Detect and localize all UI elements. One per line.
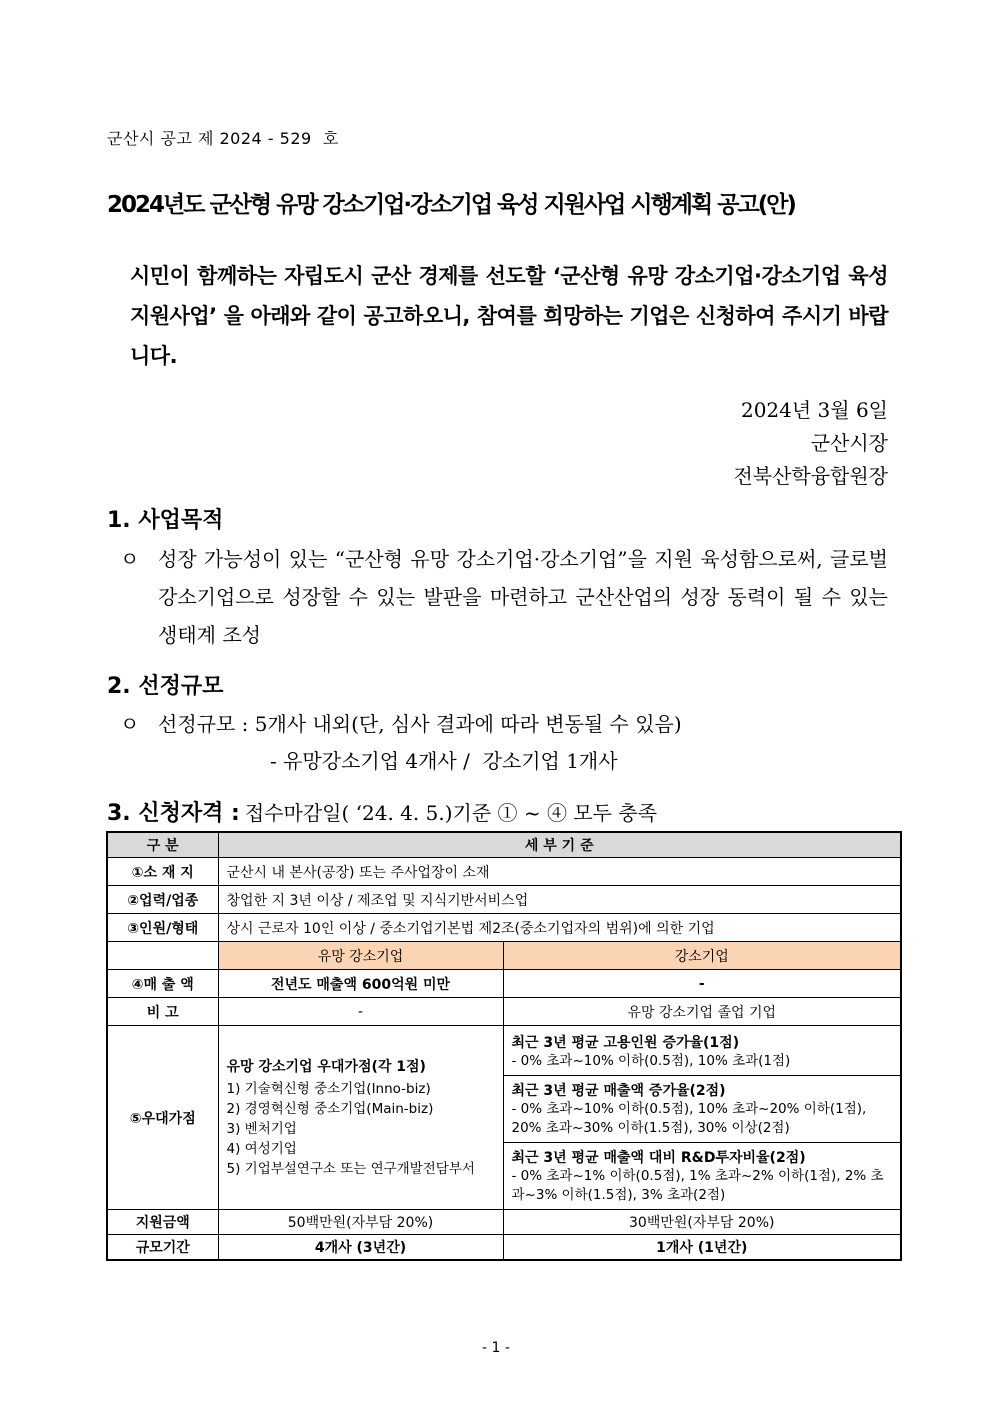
header-category: 구 분 xyxy=(107,832,218,858)
row-label-workforce: ③인원/형태 xyxy=(107,914,218,942)
list-item: 4) 여성기업 xyxy=(226,1141,297,1157)
preference-block-title: 최근 3년 평균 고용인원 증가율(1점) xyxy=(511,1035,740,1051)
support-promising: 50백만원(자부담 20%) xyxy=(218,1210,503,1235)
intro-text: 시민이 함께하는 자립도시 군산 경제를 선도할 ‘군산형 유망 강소기업·강소기업 육성 지원사업’ 을 아래와 같이 공고하오니, 참여를 희망하는 기업은 신청하여 주시기 바랍니다. xyxy=(130,264,888,368)
section3-heading-line xyxy=(107,796,657,827)
row-label-remark: 비 고 xyxy=(107,998,218,1026)
section3-condition: 접수마감일( ‘24. 4. 5.)기준 ① ~ ④ 모두 충족 xyxy=(244,801,657,825)
row-label-preference: ⑤우대가점 xyxy=(107,1026,218,1210)
sales-strong: - xyxy=(503,970,901,998)
row-label-sales: ④매 출 액 xyxy=(107,970,218,998)
document-title: 2024년도 군산형 유망 강소기업·강소기업 육성 지원사업 시행계획 공고(안) xyxy=(107,192,795,218)
type-strong: 강소기업 xyxy=(503,942,901,970)
sales-promising: 전년도 매출액 600억원 미만 xyxy=(218,970,503,998)
type-promising: 유망 강소기업 xyxy=(218,942,503,970)
list-item: 1) 기술혁신형 중소기업(Inno-biz) xyxy=(226,1081,431,1097)
remark-promising: - xyxy=(218,998,503,1026)
section2-text: 선정규모 : 5개사 내외(단, 심사 결과에 따라 변동될 수 있음) xyxy=(158,712,682,736)
issue-date: 2024년 3월 6일 xyxy=(740,398,888,422)
header-details: 세 부 기 준 xyxy=(218,832,901,858)
scale-promising: 4개사 (3년간) xyxy=(218,1235,503,1261)
preference-block-rnd xyxy=(504,1143,901,1209)
intro-paragraph xyxy=(130,256,888,376)
preference-block-desc: - 0% 초과~10% 이하(0.5점), 10% 초과~20% 이하(1점), 20% 초과~30% 이하(1.5점), 30% 이상(2점) xyxy=(511,1101,867,1136)
notice-number: 군산시 공고 제 2024 - 529 호 xyxy=(107,129,339,148)
preference-block-title: 최근 3년 평균 매출액 증가율(2점) xyxy=(511,1083,726,1099)
row-label-location: ①소 재 지 xyxy=(107,858,218,886)
preference-block-sales xyxy=(504,1076,901,1143)
preference-promising-title: 유망 강소기업 우대가점(각 1점) xyxy=(226,1059,426,1075)
row-label-support: 지원금액 xyxy=(107,1210,218,1235)
issuer-institute: 전북산학융합원장 xyxy=(733,464,888,488)
preference-block-desc: - 0% 초과~10% 이하(0.5점), 10% 초과(1점) xyxy=(511,1053,791,1069)
section2-heading: 2. 선정규모 xyxy=(107,674,224,699)
list-item: 2) 경영혁신형 중소기업(Main-biz) xyxy=(226,1101,434,1117)
page-number: - 1 - xyxy=(482,1340,510,1356)
row-value-business: 창업한 지 3년 이상 / 제조업 및 지식기반서비스업 xyxy=(218,886,901,914)
type-header-blank xyxy=(107,942,218,970)
scale-strong: 1개사 (1년간) xyxy=(503,1235,901,1261)
preference-block-employment xyxy=(504,1026,901,1076)
section2-bullet xyxy=(120,705,888,743)
preference-block-title: 최근 3년 평균 매출액 대비 R&D투자비율(2점) xyxy=(511,1150,806,1166)
preference-strong xyxy=(503,1026,901,1210)
section3-heading: 3. 신청자격 : xyxy=(107,801,240,826)
preference-promising-list xyxy=(227,1079,495,1179)
list-item: 3) 벤처기업 xyxy=(226,1121,297,1137)
row-label-scale: 규모기간 xyxy=(107,1235,218,1261)
bullet-mark: ㅇ xyxy=(120,547,140,571)
support-strong: 30백만원(자부담 20%) xyxy=(503,1210,901,1235)
list-item: 5) 기업부설연구소 또는 연구개발전담부서 xyxy=(226,1161,475,1177)
remark-strong: 유망 강소기업 졸업 기업 xyxy=(503,998,901,1026)
row-label-business: ②업력/업종 xyxy=(107,886,218,914)
row-value-workforce: 상시 근로자 10인 이상 / 중소기업기본법 제2조(중소기업자의 범위)에 의한 기업 xyxy=(218,914,901,942)
eligibility-table xyxy=(106,831,902,1261)
section1-heading: 1. 사업목적 xyxy=(107,508,224,533)
section1-text: 성장 가능성이 있는 “군산형 유망 강소기업·강소기업”을 지원 육성함으로써, 글로벌 강소기업으로 성장할 수 있는 발판을 마련하고 군산산업의 성장 동력이 될 수 있는 생태계 조성 xyxy=(158,547,888,647)
date-issuer-block xyxy=(733,394,888,493)
issuer-mayor: 군산시장 xyxy=(810,431,888,455)
bullet-mark: ㅇ xyxy=(120,712,140,736)
section1-bullet xyxy=(120,540,888,654)
preference-promising xyxy=(218,1026,503,1210)
section2-subitem: - 유망강소기업 4개사 / 강소기업 1개사 xyxy=(270,749,618,773)
row-value-location: 군산시 내 본사(공장) 또는 주사업장이 소재 xyxy=(218,858,901,886)
preference-block-desc: - 0% 초과~1% 이하(0.5점), 1% 초과~2% 이하(1점), 2% 초과~3% 이하(1.5점), 3% 초과(2점) xyxy=(511,1168,884,1203)
